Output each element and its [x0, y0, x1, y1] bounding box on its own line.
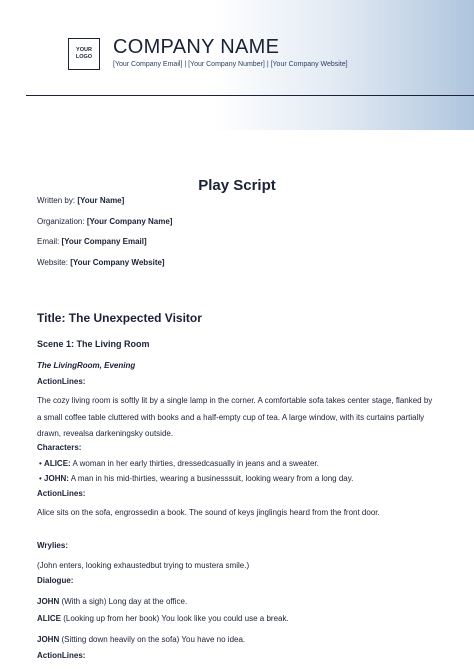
action-lines-heading-3: ActionLines: — [37, 651, 86, 660]
meta-value: [Your Name] — [77, 196, 125, 205]
action-paragraph-2: Alice sits on the sofa, engrossedin a book. The sound of keys jinglingis heard from the front door. — [37, 508, 380, 517]
play-title: Title: The Unexpected Visitor — [37, 311, 202, 325]
dialogue-heading: Dialogue: — [37, 576, 74, 585]
bullet-icon: • — [39, 459, 42, 468]
action-paragraph: The cozy living room is softly lit by a single lamp in the corner. A comfortable sofa takes center stage, flanked by a small coffee table cluttered with books and a half-empty cup of tea. A large window, with its curtains partially drawn, revealsa darkeningsky outside. — [37, 396, 433, 438]
document-title: Play Script — [198, 177, 276, 194]
character-item — [39, 459, 319, 468]
company-logo — [68, 38, 100, 70]
meta-value: [Your Company Email] — [61, 237, 147, 246]
dialogue-speaker: ALICE — [37, 614, 61, 623]
character-desc: A woman in her early thirties, dressedcasually in jeans and a sweater. — [72, 459, 319, 468]
meta-website — [37, 258, 165, 267]
logo-text-line1: YOUR — [76, 47, 92, 53]
dialogue-speaker: JOHN — [37, 635, 60, 644]
wrylies-heading: Wrylies: — [37, 541, 68, 550]
company-name: COMPANY NAME — [113, 36, 280, 58]
action-lines-heading: ActionLines: — [37, 377, 86, 386]
meta-value: [Your Company Website] — [70, 258, 165, 267]
character-item — [39, 474, 353, 483]
scene-setting: The LivingRoom, Evening — [37, 361, 136, 370]
characters-heading: Characters: — [37, 443, 82, 452]
action-lines-heading-2: ActionLines: — [37, 489, 86, 498]
header-divider — [26, 95, 474, 96]
dialogue-line — [37, 635, 245, 644]
scene-heading: Scene 1: The Living Room — [37, 339, 150, 349]
dialogue-line — [37, 614, 289, 623]
meta-organization — [37, 217, 172, 226]
character-desc: A man in his mid-thirties, wearing a businesssuit, looking weary from a long day. — [70, 474, 354, 483]
meta-value: [Your Company Name] — [86, 217, 173, 226]
logo-text-line2: LOGO — [75, 54, 93, 60]
dialogue-speaker: JOHN — [37, 597, 60, 606]
dialogue-line — [37, 597, 187, 606]
company-contact-line: [Your Company Email] | [Your Company Number] | [Your Company Website] — [113, 61, 348, 68]
meta-email — [37, 237, 147, 246]
character-name: JOHN: — [44, 474, 69, 483]
dialogue-text: (Sitting down heavily on the sofa) You have no idea. — [61, 635, 246, 644]
dialogue-text: (With a sigh) Long day at the office. — [61, 597, 188, 606]
bullet-icon: • — [39, 474, 42, 483]
character-name: ALICE: — [44, 459, 71, 468]
meta-label: Written by: — [37, 196, 76, 205]
meta-label: Email: — [37, 237, 60, 246]
wrylies-text: (John enters, looking exhaustedbut trying to mustera smile.) — [37, 561, 250, 570]
meta-label: Organization: — [37, 217, 85, 226]
meta-label: Website: — [37, 258, 68, 267]
meta-written-by — [37, 196, 124, 205]
dialogue-text: (Looking up from her book) You look like you could use a break. — [63, 614, 289, 623]
